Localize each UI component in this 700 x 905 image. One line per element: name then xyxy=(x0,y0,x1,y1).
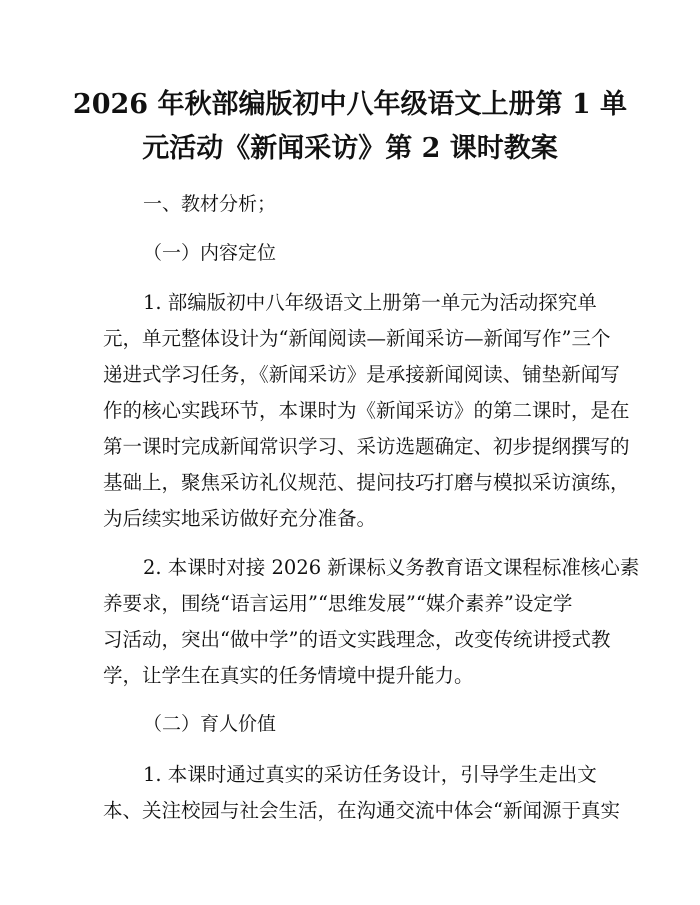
paragraph-line: 本、关注校园与社会生活，在沟通交流中体会“新闻源于真实 xyxy=(103,799,620,822)
document-title-line-1: 2026 年秋部编版初中八年级语文上册第 1 单 xyxy=(72,89,628,120)
paragraph-line: 元，单元整体设计为“新闻阅读—新闻采访—新闻写作”三个 xyxy=(103,327,611,350)
paragraph-line: 2. 本课时对接 2026 新课标义务教育语文课程标准核心素 xyxy=(143,556,640,579)
document-title-line-2: 元活动《新闻采访》第 2 课时教案 xyxy=(142,133,558,164)
paragraph-line: 学，让学生在真实的任务情境中提升能力。 xyxy=(103,664,474,687)
subsection-heading-content-positioning: （一）内容定位 xyxy=(143,242,277,264)
paragraph-line: 第一课时完成新闻常识学习、采访选题确定、初步提纲撰写的 xyxy=(103,435,630,458)
paragraph-line: 习活动，突出“做中学”的语文实践理念，改变传统讲授式教 xyxy=(103,628,611,651)
paragraph-line: 为后续实地采访做好充分准备。 xyxy=(103,507,377,530)
paragraph-line: 递进式学习任务，《新闻采访》是承接新闻阅读、铺垫新闻写 xyxy=(103,363,620,386)
section-heading-textbook-analysis: 一、教材分析； xyxy=(143,193,277,215)
paragraph-line: 1. 本课时通过真实的采访任务设计，引导学生走出文 xyxy=(143,763,597,786)
paragraph-line: 基础上，聚焦采访礼仪规范、提问技巧打磨与模拟采访演练， xyxy=(103,471,630,494)
subsection-heading-educational-value: （二）育人价值 xyxy=(143,713,277,735)
paragraph-line: 养要求，围绕“语言运用”“思维发展”“媒介素养”设定学 xyxy=(103,592,573,615)
paragraph-line: 1. 部编版初中八年级语文上册第一单元为活动探究单 xyxy=(143,291,597,314)
paragraph-line: 作的核心实践环节，本课时为《新闻采访》的第二课时，是在 xyxy=(103,399,630,422)
